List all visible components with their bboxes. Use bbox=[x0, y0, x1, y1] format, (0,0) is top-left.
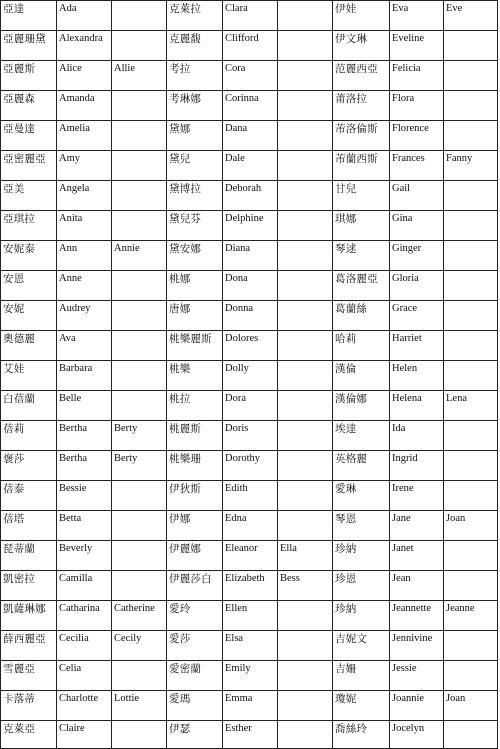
english-name-cell: Ann bbox=[57, 241, 112, 271]
chinese-name-cell: 亞美 bbox=[1, 181, 57, 211]
english-name-cell: Jeannette bbox=[390, 601, 444, 631]
chinese-name-cell: 黛兒芬 bbox=[167, 211, 223, 241]
chinese-name-cell: 克萊拉 bbox=[167, 1, 223, 31]
table-row bbox=[1, 451, 498, 481]
nickname-cell bbox=[278, 511, 333, 541]
chinese-name-cell: 桃樂麗斯 bbox=[167, 331, 223, 361]
table-row bbox=[1, 61, 498, 91]
nickname-cell bbox=[444, 661, 498, 691]
chinese-name-cell: 亞密麗亞 bbox=[1, 151, 57, 181]
nickname-cell bbox=[112, 661, 167, 691]
table-row bbox=[1, 601, 498, 631]
chinese-name-cell: 漢倫 bbox=[333, 361, 390, 391]
chinese-name-cell: 吉姍 bbox=[333, 661, 390, 691]
chinese-name-cell: 伊瑟 bbox=[167, 721, 223, 749]
english-name-cell: Grace bbox=[390, 301, 444, 331]
nickname-cell bbox=[278, 391, 333, 421]
chinese-name-cell: 琴逑 bbox=[333, 241, 390, 271]
english-name-cell: Diana bbox=[223, 241, 278, 271]
chinese-name-cell: 黛娜 bbox=[167, 121, 223, 151]
chinese-name-cell: 桃娜 bbox=[167, 271, 223, 301]
english-name-cell: Amelia bbox=[57, 121, 112, 151]
nickname-cell bbox=[112, 331, 167, 361]
chinese-name-cell: 珍納 bbox=[333, 601, 390, 631]
nickname-cell bbox=[278, 421, 333, 451]
english-name-cell: Gloria bbox=[390, 271, 444, 301]
chinese-name-cell: 奧德麗 bbox=[1, 331, 57, 361]
names-table-body bbox=[1, 1, 498, 749]
nickname-cell bbox=[444, 331, 498, 361]
table-row bbox=[1, 121, 498, 151]
english-name-cell: Charlotte bbox=[57, 691, 112, 721]
chinese-name-cell: 桃拉 bbox=[167, 391, 223, 421]
nickname-cell: Fanny bbox=[444, 151, 498, 181]
nickname-cell bbox=[278, 331, 333, 361]
nickname-cell bbox=[278, 691, 333, 721]
english-name-cell: Jean bbox=[390, 571, 444, 601]
english-name-cell: Clifford bbox=[223, 31, 278, 61]
chinese-name-cell: 甘兒 bbox=[333, 181, 390, 211]
nickname-cell bbox=[278, 271, 333, 301]
english-name-cell: Cecilia bbox=[57, 631, 112, 661]
nickname-cell bbox=[444, 631, 498, 661]
english-name-cell: Frances bbox=[390, 151, 444, 181]
english-name-cell: Elizabeth bbox=[223, 571, 278, 601]
nickname-cell bbox=[444, 181, 498, 211]
english-name-cell: Camilla bbox=[57, 571, 112, 601]
english-name-cell: Emma bbox=[223, 691, 278, 721]
english-name-cell: Dale bbox=[223, 151, 278, 181]
nickname-cell bbox=[278, 451, 333, 481]
nickname-cell bbox=[112, 361, 167, 391]
chinese-name-cell: 唐娜 bbox=[167, 301, 223, 331]
english-name-cell: Ada bbox=[57, 1, 112, 31]
nickname-cell: Catherine bbox=[112, 601, 167, 631]
chinese-name-cell: 黛安娜 bbox=[167, 241, 223, 271]
english-name-cell: Harriet bbox=[390, 331, 444, 361]
english-name-cell: Florence bbox=[390, 121, 444, 151]
english-name-cell: Cora bbox=[223, 61, 278, 91]
nickname-cell: Berty bbox=[112, 421, 167, 451]
nickname-cell bbox=[444, 241, 498, 271]
chinese-name-cell: 蓓泰 bbox=[1, 481, 57, 511]
chinese-name-cell: 葛洛麗亞 bbox=[333, 271, 390, 301]
chinese-name-cell: 喬絲玲 bbox=[333, 721, 390, 749]
chinese-name-cell: 亞達 bbox=[1, 1, 57, 31]
english-name-cell: Donna bbox=[223, 301, 278, 331]
chinese-name-cell: 漢倫娜 bbox=[333, 391, 390, 421]
english-name-cell: Edith bbox=[223, 481, 278, 511]
nickname-cell: Ella bbox=[278, 541, 333, 571]
english-name-cell: Jessie bbox=[390, 661, 444, 691]
english-name-cell: Ava bbox=[57, 331, 112, 361]
nickname-cell bbox=[444, 31, 498, 61]
nickname-cell: Bess bbox=[278, 571, 333, 601]
chinese-name-cell: 伊麗莎白 bbox=[167, 571, 223, 601]
nickname-cell bbox=[112, 541, 167, 571]
nickname-cell bbox=[278, 31, 333, 61]
nickname-cell: Lena bbox=[444, 391, 498, 421]
nickname-cell bbox=[444, 271, 498, 301]
nickname-cell bbox=[278, 361, 333, 391]
chinese-name-cell: 薛西麗亞 bbox=[1, 631, 57, 661]
english-name-cell: Amy bbox=[57, 151, 112, 181]
nickname-cell bbox=[278, 91, 333, 121]
nickname-cell bbox=[112, 151, 167, 181]
nickname-cell bbox=[278, 301, 333, 331]
nickname-cell bbox=[444, 421, 498, 451]
chinese-name-cell: 芾洛倫斯 bbox=[333, 121, 390, 151]
nickname-cell bbox=[112, 271, 167, 301]
nickname-cell: Berty bbox=[112, 451, 167, 481]
english-name-cell: Amanda bbox=[57, 91, 112, 121]
table-row bbox=[1, 361, 498, 391]
chinese-name-cell: 卡落蒂 bbox=[1, 691, 57, 721]
english-name-cell: Bertha bbox=[57, 421, 112, 451]
nickname-cell bbox=[444, 121, 498, 151]
english-name-cell: Dora bbox=[223, 391, 278, 421]
chinese-name-cell: 范麗西亞 bbox=[333, 61, 390, 91]
nickname-cell: Lottie bbox=[112, 691, 167, 721]
table-row bbox=[1, 1, 498, 31]
chinese-name-cell: 安恩 bbox=[1, 271, 57, 301]
chinese-name-cell: 桃樂珊 bbox=[167, 451, 223, 481]
nickname-cell bbox=[112, 511, 167, 541]
nickname-cell bbox=[278, 61, 333, 91]
english-name-cell: Delphine bbox=[223, 211, 278, 241]
english-name-cell: Ingrid bbox=[390, 451, 444, 481]
nickname-cell bbox=[444, 61, 498, 91]
english-name-cell: Clara bbox=[223, 1, 278, 31]
english-name-cell: Catharina bbox=[57, 601, 112, 631]
chinese-name-cell: 珍恩 bbox=[333, 571, 390, 601]
chinese-name-cell: 考拉 bbox=[167, 61, 223, 91]
english-name-cell: Belle bbox=[57, 391, 112, 421]
english-name-cell: Irene bbox=[390, 481, 444, 511]
english-name-cell: Flora bbox=[390, 91, 444, 121]
chinese-name-cell: 伊文琳 bbox=[333, 31, 390, 61]
english-name-cell: Felicia bbox=[390, 61, 444, 91]
english-name-cell: Anne bbox=[57, 271, 112, 301]
english-name-cell: Helen bbox=[390, 361, 444, 391]
chinese-name-cell: 愛莎 bbox=[167, 631, 223, 661]
english-name-cell: Esther bbox=[223, 721, 278, 749]
chinese-name-cell: 愛瑪 bbox=[167, 691, 223, 721]
chinese-name-cell: 黛博拉 bbox=[167, 181, 223, 211]
english-name-cell: Barbara bbox=[57, 361, 112, 391]
english-name-cell: Bertha bbox=[57, 451, 112, 481]
nickname-cell bbox=[278, 241, 333, 271]
nickname-cell bbox=[444, 451, 498, 481]
nickname-cell bbox=[112, 91, 167, 121]
english-name-cell: Deborah bbox=[223, 181, 278, 211]
nickname-cell bbox=[278, 151, 333, 181]
chinese-name-cell: 琴恩 bbox=[333, 511, 390, 541]
chinese-name-cell: 雪麗亞 bbox=[1, 661, 57, 691]
nickname-cell bbox=[444, 481, 498, 511]
chinese-name-cell: 哈莉 bbox=[333, 331, 390, 361]
table-row bbox=[1, 31, 498, 61]
nickname-cell bbox=[278, 211, 333, 241]
english-name-cell: Dana bbox=[223, 121, 278, 151]
nickname-cell bbox=[278, 661, 333, 691]
table-row bbox=[1, 181, 498, 211]
nickname-cell: Joan bbox=[444, 511, 498, 541]
nickname-cell: Jeanne bbox=[444, 601, 498, 631]
english-name-cell: Anita bbox=[57, 211, 112, 241]
nickname-cell bbox=[444, 571, 498, 601]
english-name-cell: Dona bbox=[223, 271, 278, 301]
chinese-name-cell: 桃麗斯 bbox=[167, 421, 223, 451]
english-name-cell: Eveline bbox=[390, 31, 444, 61]
english-name-cell: Betta bbox=[57, 511, 112, 541]
table-row bbox=[1, 421, 498, 451]
nickname-cell bbox=[112, 391, 167, 421]
chinese-name-cell: 凱薩琳娜 bbox=[1, 601, 57, 631]
english-name-cell: Beverly bbox=[57, 541, 112, 571]
english-name-cell: Ginger bbox=[390, 241, 444, 271]
chinese-name-cell: 亞麗森 bbox=[1, 91, 57, 121]
nickname-cell bbox=[112, 721, 167, 749]
english-name-cell: Edna bbox=[223, 511, 278, 541]
table-row bbox=[1, 151, 498, 181]
nickname-cell bbox=[444, 361, 498, 391]
chinese-name-cell: 瓊妮 bbox=[333, 691, 390, 721]
english-name-cell: Gina bbox=[390, 211, 444, 241]
nickname-cell: Cecily bbox=[112, 631, 167, 661]
chinese-name-cell: 黛兒 bbox=[167, 151, 223, 181]
nickname-cell bbox=[112, 121, 167, 151]
english-name-cell: Claire bbox=[57, 721, 112, 749]
chinese-name-cell: 伊狄斯 bbox=[167, 481, 223, 511]
chinese-name-cell: 蓓莉 bbox=[1, 421, 57, 451]
chinese-name-cell: 桃樂 bbox=[167, 361, 223, 391]
nickname-cell: Eve bbox=[444, 1, 498, 31]
nickname-cell bbox=[278, 121, 333, 151]
table-row bbox=[1, 271, 498, 301]
chinese-name-cell: 琪娜 bbox=[333, 211, 390, 241]
english-name-cell: Ida bbox=[390, 421, 444, 451]
english-name-cell: Dolores bbox=[223, 331, 278, 361]
table-row bbox=[1, 631, 498, 661]
nickname-cell bbox=[278, 181, 333, 211]
chinese-name-cell: 愛密蘭 bbox=[167, 661, 223, 691]
english-name-cell: Angela bbox=[57, 181, 112, 211]
nickname-cell bbox=[112, 181, 167, 211]
table-row bbox=[1, 241, 498, 271]
english-name-cell: Dolly bbox=[223, 361, 278, 391]
english-name-cell: Bessie bbox=[57, 481, 112, 511]
chinese-name-cell: 愛玲 bbox=[167, 601, 223, 631]
nickname-cell bbox=[112, 1, 167, 31]
nickname-cell: Allie bbox=[112, 61, 167, 91]
nickname-cell bbox=[444, 91, 498, 121]
table-row bbox=[1, 331, 498, 361]
table-row bbox=[1, 691, 498, 721]
chinese-name-cell: 伊麗娜 bbox=[167, 541, 223, 571]
english-name-cell: Jennivine bbox=[390, 631, 444, 661]
english-name-cell: Gail bbox=[390, 181, 444, 211]
nickname-cell bbox=[444, 211, 498, 241]
table-row bbox=[1, 301, 498, 331]
chinese-name-cell: 埃達 bbox=[333, 421, 390, 451]
chinese-name-cell: 亞麗珊黛 bbox=[1, 31, 57, 61]
chinese-name-cell: 愛琳 bbox=[333, 481, 390, 511]
chinese-name-cell: 珍納 bbox=[333, 541, 390, 571]
chinese-name-cell: 艾娃 bbox=[1, 361, 57, 391]
chinese-name-cell: 白蓓蘭 bbox=[1, 391, 57, 421]
nickname-cell bbox=[278, 721, 333, 749]
english-name-cell: Alexandra bbox=[57, 31, 112, 61]
nickname-cell: Annie bbox=[112, 241, 167, 271]
english-name-cell: Elsa bbox=[223, 631, 278, 661]
chinese-name-cell: 亞麗斯 bbox=[1, 61, 57, 91]
chinese-name-cell: 考琳娜 bbox=[167, 91, 223, 121]
english-name-cell: Corinna bbox=[223, 91, 278, 121]
nickname-cell bbox=[278, 1, 333, 31]
chinese-name-cell: 褒莎 bbox=[1, 451, 57, 481]
chinese-name-cell: 葛蘭絲 bbox=[333, 301, 390, 331]
english-name-cell: Jocelyn bbox=[390, 721, 444, 749]
english-name-cell: Celia bbox=[57, 661, 112, 691]
nickname-cell bbox=[444, 301, 498, 331]
english-name-cell: Dorothy bbox=[223, 451, 278, 481]
chinese-name-cell: 芾蘭西斯 bbox=[333, 151, 390, 181]
table-row bbox=[1, 91, 498, 121]
nickname-cell bbox=[112, 481, 167, 511]
english-name-cell: Doris bbox=[223, 421, 278, 451]
table-row bbox=[1, 721, 498, 749]
english-name-cell: Audrey bbox=[57, 301, 112, 331]
chinese-name-cell: 吉妮文 bbox=[333, 631, 390, 661]
nickname-cell bbox=[112, 211, 167, 241]
table-row bbox=[1, 391, 498, 421]
nickname-cell bbox=[278, 631, 333, 661]
chinese-name-cell: 克萊亞 bbox=[1, 721, 57, 749]
nickname-cell: Joan bbox=[444, 691, 498, 721]
chinese-name-cell: 凱密拉 bbox=[1, 571, 57, 601]
table-row bbox=[1, 661, 498, 691]
nickname-cell bbox=[278, 601, 333, 631]
table-row bbox=[1, 211, 498, 241]
chinese-name-cell: 蓓塔 bbox=[1, 511, 57, 541]
chinese-name-cell: 伊娜 bbox=[167, 511, 223, 541]
english-name-cell: Eleanor bbox=[223, 541, 278, 571]
nickname-cell bbox=[112, 31, 167, 61]
chinese-name-cell: 亞曼達 bbox=[1, 121, 57, 151]
english-name-cell: Eva bbox=[390, 1, 444, 31]
nickname-cell bbox=[444, 721, 498, 749]
table-row bbox=[1, 511, 498, 541]
chinese-name-cell: 伊娃 bbox=[333, 1, 390, 31]
table-row bbox=[1, 481, 498, 511]
english-name-cell: Ellen bbox=[223, 601, 278, 631]
chinese-name-cell: 安妮 bbox=[1, 301, 57, 331]
chinese-name-cell: 琵蒂蘭 bbox=[1, 541, 57, 571]
table-row bbox=[1, 541, 498, 571]
nickname-cell bbox=[278, 481, 333, 511]
english-name-cell: Joannie bbox=[390, 691, 444, 721]
english-name-cell: Alice bbox=[57, 61, 112, 91]
chinese-name-cell: 安妮泰 bbox=[1, 241, 57, 271]
table-row bbox=[1, 571, 498, 601]
english-name-cell: Jane bbox=[390, 511, 444, 541]
nickname-cell bbox=[112, 301, 167, 331]
english-name-cell: Helena bbox=[390, 391, 444, 421]
chinese-name-cell: 英格麗 bbox=[333, 451, 390, 481]
english-name-cell: Emily bbox=[223, 661, 278, 691]
chinese-name-cell: 克麗馥 bbox=[167, 31, 223, 61]
chinese-name-cell: 莆洛拉 bbox=[333, 91, 390, 121]
english-name-cell: Janet bbox=[390, 541, 444, 571]
nickname-cell bbox=[444, 541, 498, 571]
nickname-cell bbox=[112, 571, 167, 601]
chinese-name-cell: 亞琪拉 bbox=[1, 211, 57, 241]
